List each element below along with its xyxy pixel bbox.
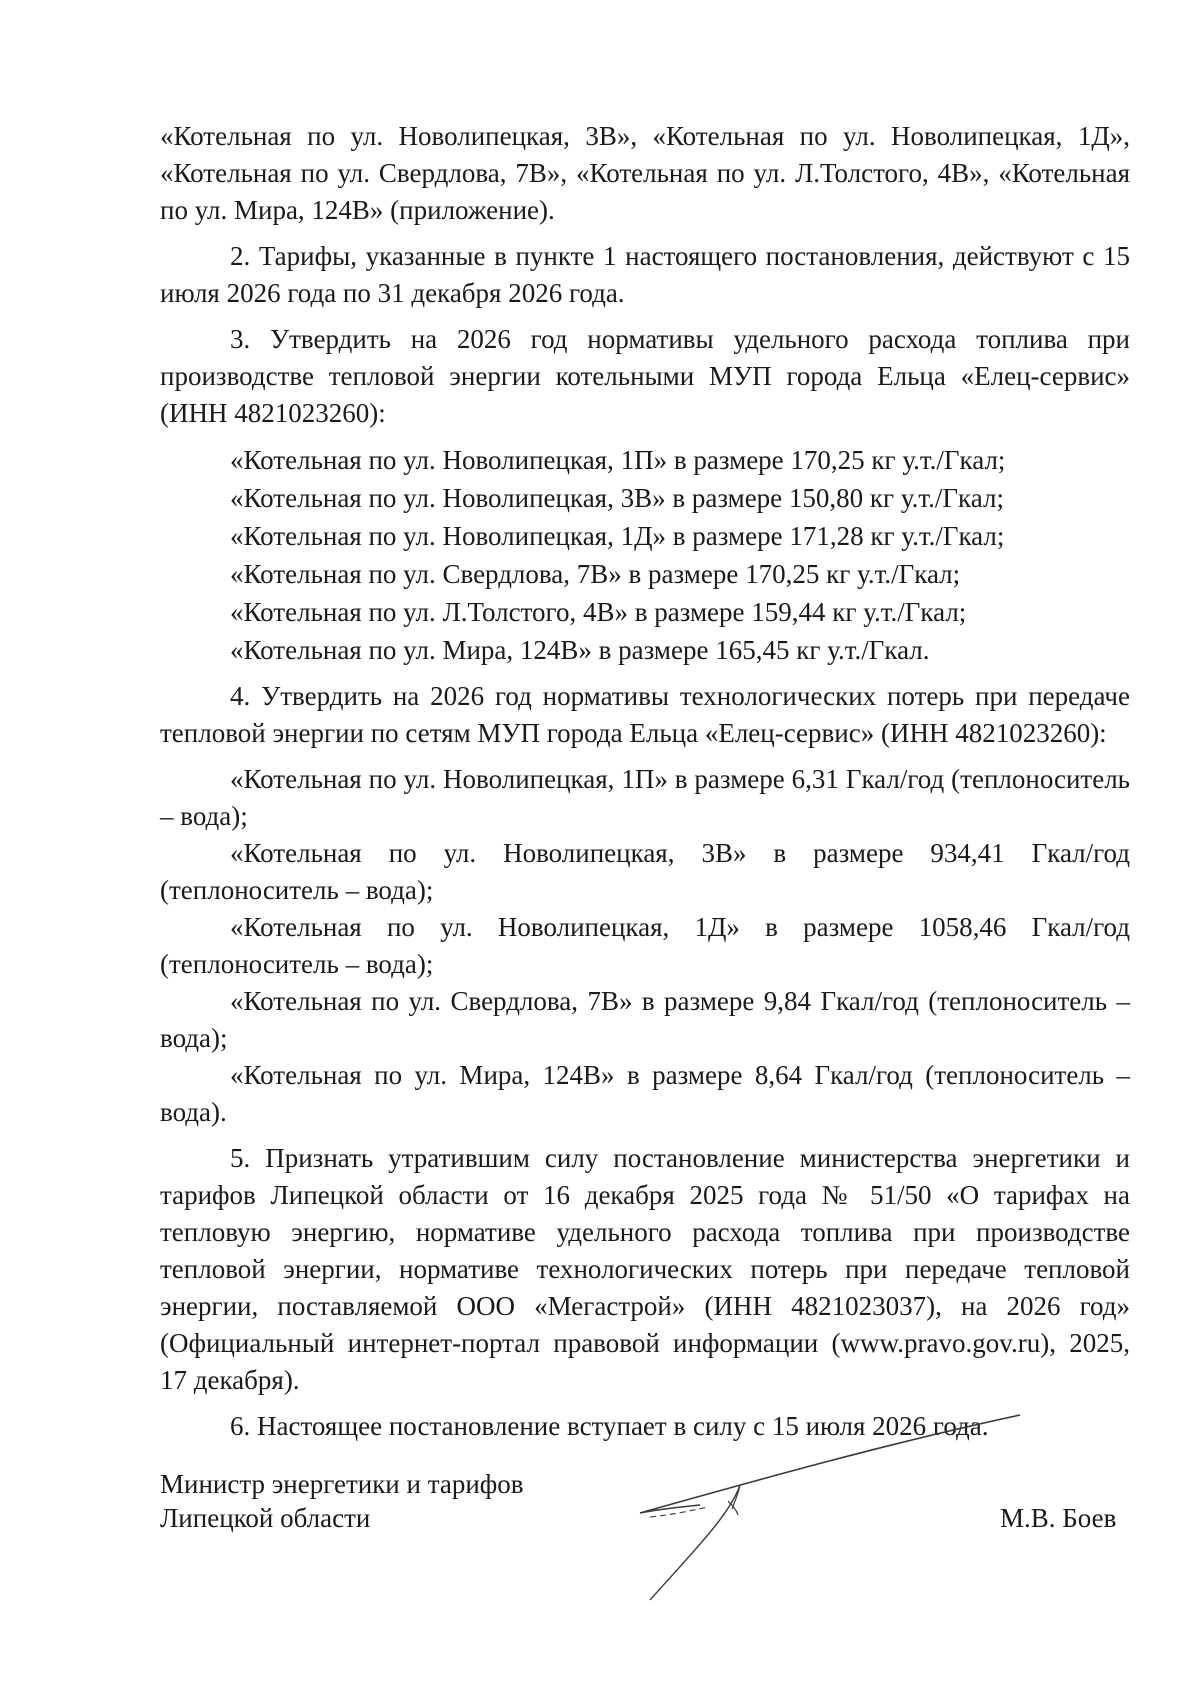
fuel-norm-item: «Котельная по ул. Мира, 124В» в размере 165,45 кг у.т./Гкал. [230, 635, 930, 665]
paragraph-6: 6. Настоящее постановление вступает в силу с 15 июля 2026 года. [230, 1411, 989, 1441]
fuel-norm-item: «Котельная по ул. Новолипецкая, 3В» в размере 150,80 кг у.т./Гкал; [230, 483, 1004, 513]
loss-norms-list [160, 761, 1130, 1131]
intro-continuation: «Котельная по ул. Новолипецкая, 3В», «Котельная по ул. Новолипецкая, 1Д», «Котельная по ул. Свердлова, 7В», «Котельная по ул. Л.Толстого, 4В», «Котельная по ул. Мира, 124В» (приложение). [160, 121, 1130, 225]
fuel-norm-item: «Котельная по ул. Л.Толстого, 4В» в размере 159,44 кг у.т./Гкал; [230, 597, 967, 627]
loss-norm-item: «Котельная по ул. Свердлова, 7В» в размере 9,84 Гкал/год (теплоноситель – вода); [160, 986, 1130, 1053]
loss-norm-item: «Котельная по ул. Новолипецкая, 1Д» в размере 1058,46 Гкал/год (теплоноситель – вода); [160, 912, 1130, 979]
fuel-norm-item: «Котельная по ул. Свердлова, 7В» в размере 170,25 кг у.т./Гкал; [230, 559, 961, 589]
paragraph-3: 3. Утвердить на 2026 год нормативы удельного расхода топлива при производстве тепловой энергии котельными МУП города Ельца «Елец-сервис» (ИНН 4821023260): [160, 324, 1130, 428]
signatory-title [160, 1467, 524, 1535]
loss-norm-item: «Котельная по ул. Новолипецкая, 3В» в размере 934,41 Гкал/год (теплоноситель – вода); [160, 838, 1130, 905]
fuel-norm-item: «Котельная по ул. Новолипецкая, 1П» в размере 170,25 кг у.т./Гкал; [230, 445, 1006, 475]
handwritten-signature [620, 1405, 1040, 1605]
signatory-name: М.В. Боев [1000, 1503, 1117, 1533]
fuel-norms-list [160, 441, 1130, 669]
fuel-norm-item: «Котельная по ул. Новолипецкая, 1Д» в размере 171,28 кг у.т./Гкал; [230, 521, 1005, 551]
paragraph-2: 2. Тарифы, указанные в пункте 1 настоящего постановления, действуют с 15 июля 2026 года по 31 декабря 2026 года. [160, 241, 1130, 308]
loss-norm-item: «Котельная по ул. Новолипецкая, 1П» в размере 6,31 Гкал/год (теплоноситель – вода); [160, 764, 1130, 831]
signatory-title-line-1: Министр энергетики и тарифов [160, 1469, 524, 1499]
loss-norm-item: «Котельная по ул. Мира, 124В» в размере 8,64 Гкал/год (теплоноситель – вода). [160, 1060, 1130, 1127]
paragraph-5: 5. Признать утратившим силу постановление министерства энергетики и тарифов Липецкой области от 16 декабря 2025 года № 51/50 «О тарифах на тепловую энергию, нормативе удельного расхода топлива при производстве тепловой энергии, нормативе технологических потерь при передаче тепловой энергии, поставляемой ООО «Мегастрой» (ИНН 4821023037), на 2026 год» (Официальный интернет-портал правовой информации (www.pravo.gov.ru), 2025, 17 декабря). [160, 1143, 1130, 1395]
document-body [160, 118, 1130, 1445]
signatory-title-line-2: Липецкой области [160, 1503, 371, 1533]
paragraph-4: 4. Утвердить на 2026 год нормативы технологических потерь при передаче тепловой энергии по сетям МУП города Ельца «Елец-сервис» (ИНН 4821023260): [160, 681, 1130, 748]
